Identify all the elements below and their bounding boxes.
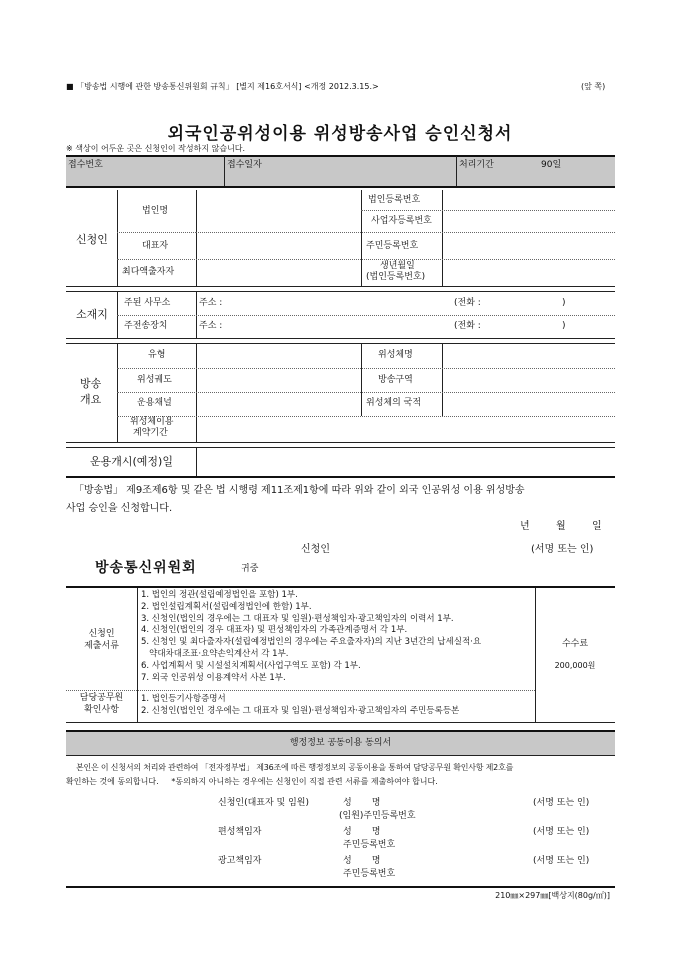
documents-label-1: 신청인 <box>88 629 115 639</box>
consent-signer-id-label: 주민등록번호 <box>343 840 396 850</box>
consent-signer-name-label: 성 명 <box>343 856 381 866</box>
applicant-section-label: 신청인 <box>76 233 108 246</box>
satellite-name-label: 위성체명 <box>378 350 413 360</box>
rule <box>66 286 615 287</box>
date-day: 일 <box>592 521 602 532</box>
official-check-label-2: 확인사항 <box>84 705 119 715</box>
rule <box>66 730 615 732</box>
rule <box>66 186 615 188</box>
processing-period-value: 90일 <box>541 160 562 170</box>
divider <box>196 448 197 476</box>
start-date-label: 운용개시(예정)일 <box>90 455 173 468</box>
divider <box>224 156 225 186</box>
document-item: 4. 신청인(법인의 경우 대표자) 및 편성책임자의 가족관계증명서 각 1부. <box>141 625 408 636</box>
rule <box>66 755 615 756</box>
document-item: 약대차대조표·요약손익계산서 각 1부. <box>141 648 289 659</box>
receipt-date-label: 접수일자 <box>227 160 262 170</box>
consent-signer-role: 편성책임자 <box>218 827 262 837</box>
document-item: 1. 법인의 정관(설립예정법인을 포함) 1부. <box>141 590 298 600</box>
applicant-sign-label: 신청인 <box>301 544 330 555</box>
rule <box>117 368 615 369</box>
rule <box>66 291 615 292</box>
divider <box>117 190 118 286</box>
notice-text: ※ 색상이 어두운 곳은 신청인이 작성하지 않습니다. <box>66 144 246 153</box>
transmitter-phone-close: ) <box>562 321 566 331</box>
biz-reg-no-label: 사업자등록번호 <box>371 216 432 226</box>
official-check-label-1: 담당공무원 <box>79 693 124 703</box>
consent-signer-name-label: 성 명 <box>343 827 381 837</box>
consent-signer-role: 광고책임자 <box>218 856 262 866</box>
fee-label: 수수료 <box>561 639 589 649</box>
divider <box>117 344 118 442</box>
divider <box>442 344 443 416</box>
office-address-label: 주소 : <box>199 298 223 308</box>
rule <box>66 343 615 344</box>
divider <box>442 190 443 286</box>
rule <box>196 232 615 233</box>
rule <box>117 315 615 316</box>
official-check-item: 1. 법인등기사항증명서 <box>141 694 226 704</box>
document-item: 5. 신청인 및 최다출자자(설립예정법인의 경우에는 주요출자자)의 지난 3년간의 납세실적·요 <box>141 637 482 648</box>
divider <box>361 344 362 416</box>
consent-text-line-2: 확인하는 것에 동의합니다. *동의하지 아니하는 경우에는 신청인이 직접 관련 서류를 제출하여야 합니다. <box>66 777 438 786</box>
rule <box>66 338 615 339</box>
office-phone-label: (전화 : <box>454 298 481 308</box>
document-item: 2. 법인설립계획서(설립예정법인에 한함) 1부. <box>141 601 312 612</box>
rule <box>117 259 615 260</box>
satellite-nationality-label: 위성체의 국적 <box>366 398 422 408</box>
fee-value: 200,000원 <box>554 661 596 670</box>
rule <box>66 442 615 443</box>
corp-name-label: 법인명 <box>142 206 169 216</box>
statement-line-2: 사업 승인을 신청합니다. <box>66 503 173 514</box>
applicant-sign-placeholder: (서명 또는 인) <box>531 544 594 555</box>
date-year: 년 <box>520 521 530 532</box>
consent-text-line-1: 본인은 이 신청서의 처리와 관련하여 「전자정부법」 제36조에 따른 행정정보의 공동이용을 통하여 담당공무원 확인사항 제2호를 <box>76 763 514 772</box>
receipt-row-shade <box>66 156 615 186</box>
recipient-honorific: 귀중 <box>241 564 259 574</box>
statement-line-1: 「방송법」 제9조제6항 및 같은 법 시행령 제11조제1항에 따라 위와 같이 외국 인공위성 이용 위성방송 <box>74 485 525 496</box>
law-reference: ■ 「방송법 시행에 관한 방송통신위원회 규칙」 [별지 제16호서식] <개정 2012.3.15.> <box>66 82 379 91</box>
consent-signer-name-label: 성 명 <box>343 798 381 808</box>
birth-corp-reg-label: (법인등록번호) <box>366 272 426 282</box>
divider <box>196 344 197 442</box>
divider <box>535 588 536 722</box>
representative-label: 대표자 <box>142 241 169 251</box>
document-item: 6. 사업계획서 및 시설설치계획서(사업구역도 포함) 각 1부. <box>141 660 361 671</box>
channel-label: 운용채널 <box>137 398 172 408</box>
page-side-label: (앞 쪽) <box>581 82 606 91</box>
resident-no-label: 주민등록번호 <box>366 241 419 251</box>
official-check-item: 2. 신청인(법인인 경우에는 그 대표자 및 임원)·편성책임자·광고책임자의 주민등록등본 <box>141 705 460 716</box>
rule <box>117 416 615 417</box>
date-month: 월 <box>556 521 566 532</box>
receipt-number-label: 접수번호 <box>68 160 103 170</box>
contract-period-label-1: 위성체이용 <box>130 417 174 427</box>
consent-signer-sign: (서명 또는 인) <box>533 827 590 837</box>
type-label: 유형 <box>148 350 166 360</box>
overview-section-label-2: 개요 <box>80 393 102 406</box>
rule <box>117 232 196 233</box>
corp-reg-no-label: 법인등록번호 <box>368 195 421 205</box>
rule <box>361 210 615 211</box>
consent-signer-role: 신청인(대표자 및 임원) <box>218 798 309 808</box>
rule <box>66 586 615 588</box>
location-section-label: 소재지 <box>76 308 108 321</box>
bottom-rule <box>66 886 615 888</box>
rule <box>66 690 535 691</box>
rule <box>66 722 615 723</box>
main-office-label: 주된 사무소 <box>124 298 171 308</box>
divider <box>196 190 197 286</box>
documents-label-2: 제출서류 <box>84 641 119 651</box>
consent-signer-sign: (서명 또는 인) <box>533 856 590 866</box>
document-item: 3. 신청인(법인의 경우에는 그 대표자 및 임원)·편성책임자·광고책임자의 이력서 1부. <box>141 613 454 624</box>
consent-signer-sign: (서명 또는 인) <box>533 798 590 808</box>
broadcast-area-label: 방송구역 <box>378 375 413 385</box>
paper-spec-footer: 210㎜×297㎜[백상지(80g/㎡)] <box>495 891 610 900</box>
documents-list <box>141 590 481 684</box>
divider <box>456 156 457 186</box>
form-title: 외국인공위성이용 위성방송사업 승인신청서 <box>167 124 513 144</box>
rule <box>117 392 615 393</box>
overview-section-label-1: 방송 <box>80 377 102 390</box>
consent-signer-id-label: 주민등록번호 <box>343 869 396 879</box>
processing-period-label: 처리기간 <box>459 160 494 170</box>
rule <box>66 447 615 448</box>
transmitter-address-label: 주소 : <box>199 321 223 331</box>
official-check-list <box>141 694 459 718</box>
divider <box>137 588 138 722</box>
transmitter-phone-label: (전화 : <box>454 321 481 331</box>
major-investor-label: 최다액출자자 <box>122 267 175 277</box>
birth-date-label: 생년월일 <box>380 261 415 271</box>
recipient-name: 방송통신위원회 <box>95 560 197 576</box>
office-phone-close: ) <box>562 298 566 308</box>
rule <box>66 476 615 478</box>
consent-heading: 행정정보 공동이용 동의서 <box>289 738 392 748</box>
document-item: 7. 외국 인공위성 이용계약서 사본 1부. <box>141 672 286 683</box>
orbit-label: 위성궤도 <box>137 375 172 385</box>
contract-period-label-2: 계약기간 <box>133 428 168 438</box>
consent-signer-id-label: (임원)주민등록번호 <box>339 811 416 821</box>
main-transmitter-label: 주전송장치 <box>124 321 168 331</box>
divider <box>361 190 362 286</box>
top-rule <box>66 155 615 157</box>
